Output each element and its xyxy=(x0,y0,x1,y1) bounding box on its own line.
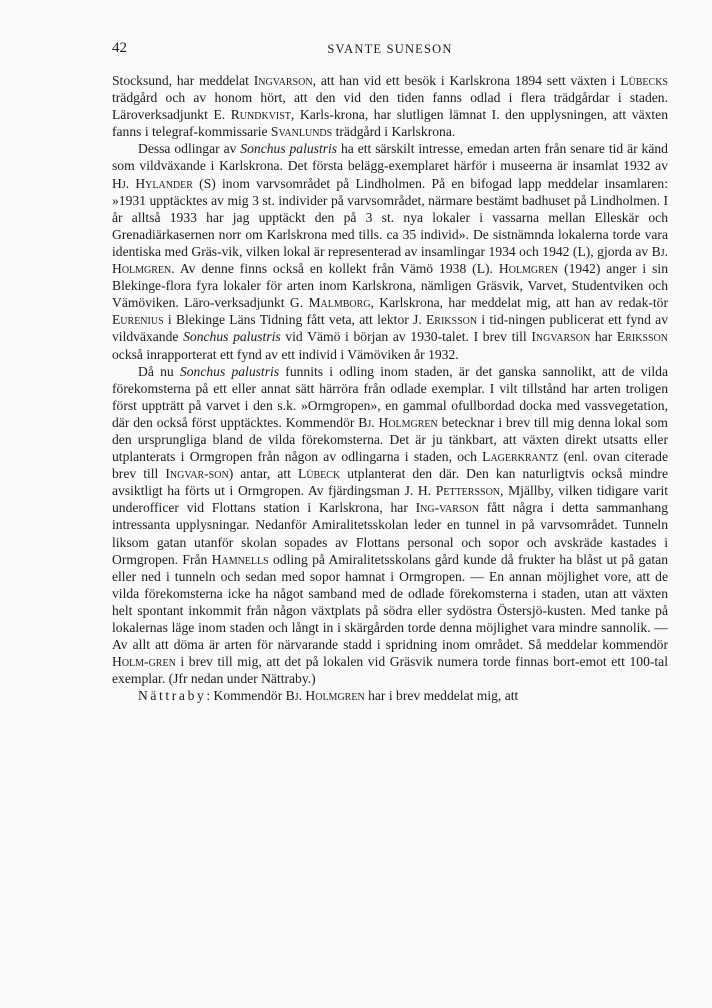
person-name: Eurenius xyxy=(112,312,164,328)
paragraph xyxy=(112,72,668,140)
text-run: , Mjällby, vilken tidigare varit underofficer vid Flottans station i Karlskrona, har xyxy=(112,483,669,516)
text-run: , Karlskrona, har meddelat mig, att han av redak-tör xyxy=(370,295,668,311)
person-name: Holmgren xyxy=(498,261,559,277)
text-run: vid Vämö i början av 1930-talet. I brev till xyxy=(280,329,532,345)
text-run: odling på Amiralitetsskolans gård kunde då frukter ha blåst ut på gatan eller ned i tunneln och sedan med sopor hamnat i Ormgropen. — En annan möjlighet vore, att de vilda förekomsterna icke ha något samband med de odlade förekomsterna i staden, utan att växten helt spontant inkommit från någon växtplats på södra eller sydöstra Östersjö-kusten. Med tanke på lokalernas läge inom staden och långt in i skärgården torde denna möjlighet vara mindre sannolik. — Av allt att döma är arten för närvarande stadd i spridning inom området. Så meddelar kommendör xyxy=(112,551,668,653)
person-name: Holm-gren xyxy=(112,654,176,670)
text-run: (1942) anger i sin Blekinge-flora fyra lokaler för arten inom Karlskrona, nämligen Gräsvik, Varvet, Studentviken och Vämöviken. Läro-verksadjunkt xyxy=(112,261,668,311)
person-name: E. Rundkvist xyxy=(213,107,291,123)
person-name: Bj. Holmgren xyxy=(112,243,668,277)
person-name: Hamnells xyxy=(211,551,269,567)
text-run: ) antar, att xyxy=(228,466,298,482)
paragraph xyxy=(112,363,668,688)
species-name: Sonchus palustris xyxy=(183,329,281,345)
text-run: också inrapporterat ett fynd av ett individ i Vämöviken år 1932. xyxy=(112,346,459,362)
person-name: Ing-varson xyxy=(415,500,479,516)
species-name: Sonchus palustris xyxy=(179,363,280,379)
text-run: Dessa odlingar av xyxy=(138,141,241,157)
text-run: , Karls-krona, har slutligen lämnat I. den upplysningen, att växten fanns i telegraf-kommissarie xyxy=(112,107,669,140)
text-run: utplanterat den där. Den kan naturligtvis också mindre avsiktligt ha förts ut i Ormgropen. Av fjärdingsman xyxy=(112,466,668,499)
person-name: Svanlunds xyxy=(270,124,333,140)
text-run: , att han vid ett besök i Karlskrona 1894 sett växten i xyxy=(312,73,621,88)
person-name: Lübecks xyxy=(620,73,668,88)
person-name: J. Eriksson xyxy=(413,312,478,328)
species-name: Sonchus palustris xyxy=(240,141,338,157)
text-run: (enl. ovan citerade brev till xyxy=(112,449,668,482)
person-name: Lübeck xyxy=(297,466,341,482)
text-run: funnits i odling inom staden, är det ganska sannolikt, att de vilda förekomsterna på ett eller annat sätt härröra från odlade exemplar. I vilt tillstånd har arten troligen först uppträtt på varvet i den s.k. »Ormgropen», en gammal ofullbordad docka med vassvegetation, där den också först upptäcktes. Kommendör xyxy=(112,363,668,430)
text-run: i Blekinge Läns Tidning fått veta, att lektor xyxy=(163,312,414,328)
text-run: (S) inom varvsområdet på Lindholmen. På en bifogad lapp meddelar insamlaren: »1931 upptäcktes av mig 3 st. individer på varvsområdet, närmare bestämt badhuset på Lindholmen. I år alltså 1933 har jag upptäckt den på 3 st. nya lokaler i vassarna mellan Elleskär och Grenadiärkasernen norr om Karlskrona med tills. ca 35 individ». De sistnämnda lokalerna torde vara identiska med Gräs-vik, vilken lokal är representerad av insamlingar 1934 och 1942 (L), gjorda av xyxy=(112,175,668,259)
text-run: ha ett särskilt intresse, emedan arten från senare tid är känd som vildväxande i Karlskrona. Det första belägg-exemplaret härför i museerna är insamlat 1932 av xyxy=(112,141,668,174)
text-run: fått några i detta sammanhang intressanta upplysningar. Nedanför Amiralitetsskolan leder en tunnel in på varvsområdet. Tunneln liksom gatan utanför skolan sopades av Flottans personal och sopor och avskräde kastades i Ormgropen. Från xyxy=(112,500,668,567)
person-name: Eriksson xyxy=(616,329,668,345)
text-run: i brev till mig, att det på lokalen vid Gräsvik numera torde finnas bort-emot ett 100-tal exemplar. (Jfr nedan under Nättraby.) xyxy=(112,654,668,687)
page-header xyxy=(112,40,668,60)
text-run: betecknar i brev till mig denna lokal som den ursprungliga bland de vilda förekomsterna. Det är ju tänkbart, att växten direkt utsatts eller utplanterats i Ormgropen från någon av odlingarna i staden, och xyxy=(112,414,668,465)
text-run: trädgård och av honom hört, att den vid den tiden fanns odlad i flera trädgårdar i staden. Läroverksadjunkt xyxy=(112,90,668,123)
text-run: Då nu xyxy=(138,363,180,379)
body-text xyxy=(112,72,668,704)
person-name: Hj. Hylander xyxy=(112,175,193,191)
person-name: Ingvarson xyxy=(531,329,591,345)
text-run: har i brev meddelat mig, att xyxy=(364,688,519,704)
page-number: 42 xyxy=(112,40,127,56)
text-run: i tid-ningen publicerat ett fynd av vildväxande xyxy=(112,312,668,345)
person-name: Ingvar-son xyxy=(165,466,229,482)
paragraph xyxy=(112,687,668,704)
person-name: Lagerkrantz xyxy=(482,449,559,465)
person-name: Bj. Holmgren xyxy=(358,414,438,430)
person-name: J. H. Pettersson xyxy=(404,483,501,499)
paragraph xyxy=(112,140,668,362)
person-name: Bj. Holmgren xyxy=(285,688,365,704)
text-run: . Av denne finns också en kollekt från Vämö 1938 (L). xyxy=(171,261,499,277)
text-run: : Kommendör xyxy=(206,688,286,704)
text-run: Stocksund, har meddelat xyxy=(112,73,254,88)
text-run: har xyxy=(590,329,617,345)
running-head: SVANTE SUNESON xyxy=(327,42,453,56)
person-name: Ingvarson xyxy=(253,73,313,88)
person-name: G. Malmborg xyxy=(289,295,371,311)
locality-heading: Nättraby xyxy=(138,688,207,704)
text-run: trädgård i Karlskrona. xyxy=(332,124,456,140)
